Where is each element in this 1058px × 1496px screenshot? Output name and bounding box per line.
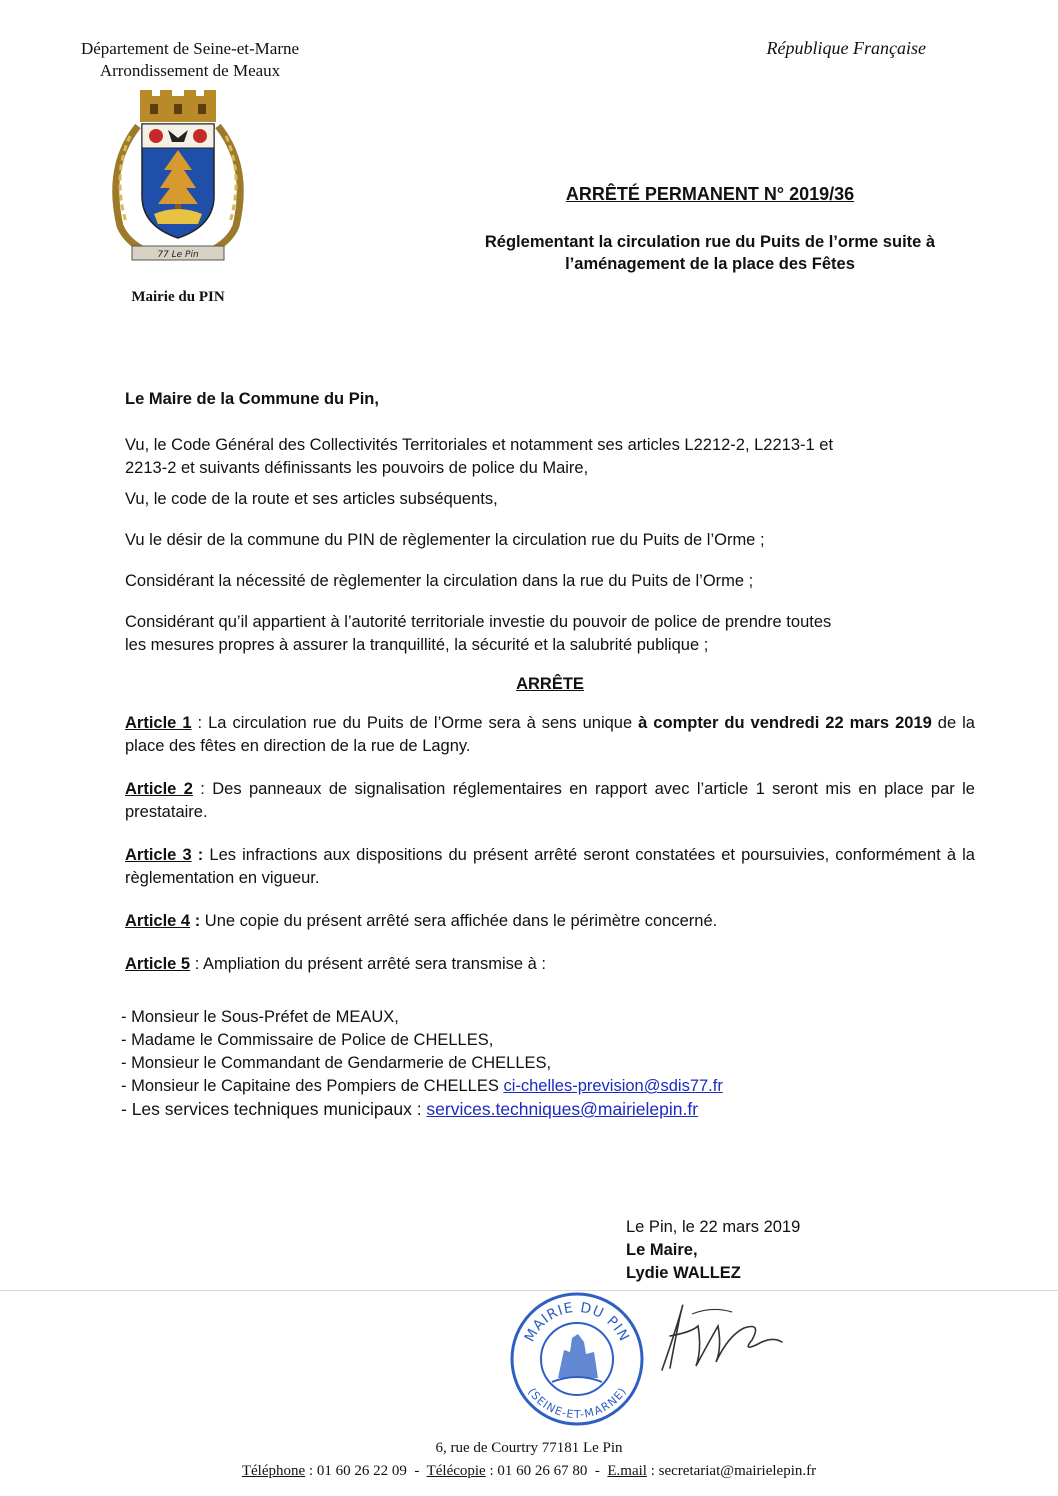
list-item: - Monsieur le Commandant de Gendarmerie de CHELLES, (121, 1054, 552, 1072)
arrete-heading: ARRÊTE (516, 675, 584, 693)
article-1-date: à compter du vendredi 22 mars 2019 (638, 714, 932, 732)
distribution-list (121, 1006, 975, 1121)
list-item (121, 1098, 975, 1121)
article-5 (125, 953, 975, 976)
vu-code-route: Vu, le code de la route et ses articles subséquents, (125, 490, 498, 508)
place-date: Le Pin, le 22 mars 2019 (626, 1218, 801, 1236)
fax-number: : 01 60 26 67 80 (485, 1463, 588, 1479)
subtitle-line-1: Réglementant la circulation rue du Puits de l’orme suite à (484, 233, 936, 251)
article-1-text-end: de la place des fêtes en direction de la rue de Lagny. (125, 714, 975, 755)
document-body (121, 388, 975, 1121)
department-header (40, 38, 340, 82)
article-4-sep: : (190, 912, 205, 930)
article-4-text: Une copie du présent arrêté sera affichée dans le périmètre concerné. (204, 912, 718, 930)
phone-number: : 01 60 26 22 09 (305, 1463, 407, 1479)
list-item: - Monsieur le Sous-Préfet de MEAUX, (121, 1008, 399, 1026)
article-2-sep: : (192, 780, 213, 798)
considerant-necessite: Considérant la nécessité de règlementer la circulation dans la rue du Puits de l’Orme ; (125, 572, 754, 590)
footer-email: : secretariat@mairielepin.fr (646, 1463, 817, 1479)
distribution-pompiers: - Monsieur le Capitaine des Pompiers de CHELLES (121, 1077, 504, 1095)
mayor-name: Lydie WALLEZ (626, 1264, 741, 1282)
pompiers-email-link[interactable]: ci-chelles-prevision@sdis77.fr (503, 1077, 723, 1095)
subtitle-line-2: l’aménagement de la place des Fêtes (565, 255, 855, 273)
department-name: Département de Seine-et-Marne (80, 39, 300, 58)
considerant-line-2: les mesures propres à assurer la tranquillité, la sécurité et la salubrité publique ; (125, 636, 709, 654)
footer-sep: - (406, 1463, 427, 1479)
article-1-label: Article 1 (125, 714, 192, 732)
services-email-link[interactable]: services.techniques@mairielepin.fr (426, 1099, 699, 1119)
footer-sep: - (587, 1463, 608, 1479)
article-3-sep: : (191, 846, 210, 864)
article-2 (125, 778, 975, 824)
article-3 (125, 844, 975, 890)
signature-block (626, 1216, 800, 1285)
vu-code-line-2: 2213-2 et suivants définissants les pouvoirs de police du Maire, (125, 459, 589, 477)
article-3-text: Les infractions aux dispositions du présent arrêté seront constatées et poursuivies, conformément à la règlementation en vigueur. (125, 846, 975, 887)
phone-label: Téléphone (241, 1463, 306, 1479)
arrondissement-name: Arrondissement de Meaux (99, 61, 281, 80)
coat-motto: 77 Le Pin (157, 250, 199, 260)
article-1-text: La circulation rue du Puits de l’Orme sera à sens unique (208, 714, 639, 732)
article-1-sep: : (191, 714, 209, 732)
article-5-label: Article 5 (125, 955, 191, 973)
article-3-label: Article 3 (125, 846, 192, 864)
list-item (121, 1075, 975, 1098)
footer (0, 1437, 1058, 1483)
mayor-intro: Le Maire de la Commune du Pin, (125, 390, 379, 408)
article-5-sep: : (190, 955, 203, 973)
fax-label: Télécopie (426, 1463, 486, 1479)
considerant-line-1: Considérant qu’il appartient à l’autorité territoriale investie du pouvoir de police de prendre toutes (125, 613, 832, 631)
mayor-role: Le Maire, (626, 1241, 698, 1259)
list-item: - Madame le Commissaire de Police de CHELLES, (121, 1031, 494, 1049)
vu-desir-commune: Vu le désir de la commune du PIN de règlementer la circulation rue du Puits de l’Orme ; (125, 531, 765, 549)
republic-label: République Française (766, 38, 926, 58)
footer-contacts (0, 1460, 1058, 1483)
stamp-top-text: MAIRIE DU PIN (521, 1299, 633, 1345)
document-title: ARRÊTÉ PERMANENT N° 2019/36 (565, 184, 855, 204)
article-1 (125, 712, 975, 758)
document-subtitle (380, 231, 1040, 275)
article-2-text: Des panneaux de signalisation réglementaires en rapport avec l’article 1 seront mis en place par le prestataire. (125, 780, 975, 821)
footer-address: 6, rue de Courtry 77181 Le Pin (435, 1440, 623, 1456)
vu-code-line-1: Vu, le Code Général des Collectivités Territoriales et notamment ses articles L2212-2, L2213-1 et (125, 436, 834, 454)
considerant-autorite (125, 611, 975, 657)
svg-text:(SEINE-ET-MARNE) (525, 1386, 629, 1421)
article-5-text: Ampliation du présent arrêté sera transmise à : (202, 955, 546, 973)
mayor-signature (652, 1296, 790, 1378)
article-2-label: Article 2 (125, 780, 193, 798)
coat-of-arms-logo (98, 86, 258, 272)
distribution-services: - Les services techniques municipaux : (121, 1099, 427, 1119)
mairie-stamp (508, 1290, 646, 1428)
email-label: E.mail (607, 1463, 647, 1479)
vu-code-collectivites (125, 434, 975, 480)
article-4-label: Article 4 (125, 912, 191, 930)
mairie-label: Mairie du PIN (131, 289, 225, 305)
article-4 (125, 910, 975, 933)
stamp-bottom-text: (SEINE-ET-MARNE) (525, 1385, 629, 1422)
